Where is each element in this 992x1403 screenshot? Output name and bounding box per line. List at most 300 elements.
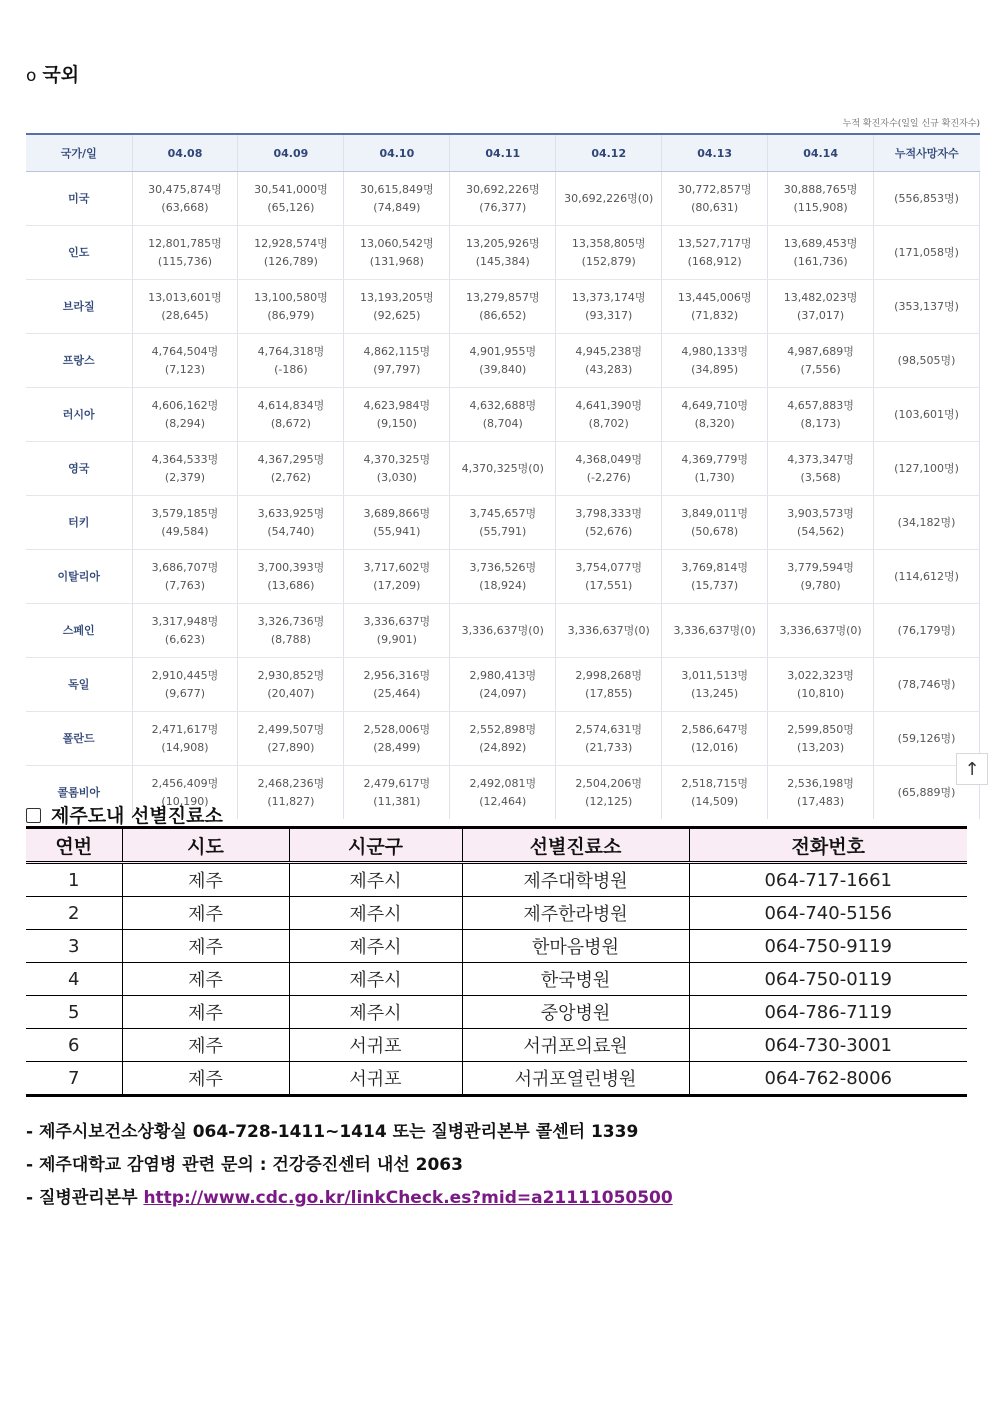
country-name: 독일 [26,658,132,712]
table-row [26,658,980,712]
case-count-cell [238,496,344,550]
case-count-cell [132,442,238,496]
country-name: 브라질 [26,280,132,334]
daily-new-cases: (93,317) [585,308,633,322]
daily-new-cases: (27,890) [267,740,315,754]
daily-new-cases: (6,623) [164,632,205,646]
cumulative-cases: 13,445,006명 [677,290,752,304]
case-count-cell [662,550,768,604]
daily-new-cases: (-2,276) [586,470,631,484]
col-phone: 064-730-3001 [689,1029,967,1062]
daily-new-cases: (37,017) [797,308,845,322]
daily-new-cases: (145,384) [475,254,530,268]
daily-new-cases: (13,245) [691,686,739,700]
daily-new-cases: (54,562) [797,524,845,538]
daily-new-cases: (43,283) [585,362,633,376]
case-count-cell [344,172,450,226]
clinics-table [26,826,967,1097]
cumulative-cases: 4,368,049명 [575,452,643,466]
cumulative-cases: 12,801,785명 [148,236,222,250]
cumulative-cases: 30,692,226명 [465,182,540,196]
cumulative-cases: 2,518,715명 [681,776,748,790]
cumulative-cases: 13,193,205명 [360,290,434,304]
cumulative-cases: 3,754,077명 [575,560,643,574]
case-count-cell [556,550,662,604]
col-phone: 064-762-8006 [689,1062,967,1096]
header-col-city: 시군구 [289,828,462,863]
daily-new-cases: (7,763) [164,578,205,592]
case-count-cell [132,604,238,658]
case-count-cell [450,712,556,766]
daily-new-cases: (92,625) [373,308,421,322]
daily-new-cases: (55,941) [373,524,421,538]
cumulative-cases: 13,527,717명 [677,236,752,250]
header-col-clinic: 선별진료소 [462,828,689,863]
cumulative-cases: 3,903,573명 [787,506,854,520]
case-count-cell [344,442,450,496]
cumulative-cases: 30,615,849명 [360,182,434,196]
header-date: 04.09 [238,134,344,172]
cumulative-cases: 4,364,533명 [151,452,219,466]
col-clinic: 서귀포의료원 [462,1029,689,1062]
cumulative-cases: 3,700,393명 [257,560,325,574]
col-clinic: 서귀포열린병원 [462,1062,689,1096]
case-count-cell [662,712,768,766]
case-count-cell [238,334,344,388]
col-number: 1 [26,863,122,897]
total-deaths: (103,601명) [874,388,980,442]
cumulative-cases: 2,910,445명 [151,668,219,682]
case-count-cell [768,658,874,712]
cumulative-cases: 30,475,874명 [148,182,222,196]
cumulative-cases: 13,013,601명 [148,290,222,304]
cumulative-cases: 3,317,948명 [151,614,219,628]
header-country-date: 국가/일 [26,134,132,172]
cumulative-cases: 4,641,390명 [575,398,643,412]
cumulative-cases: 3,011,513명 [681,668,748,682]
col-number: 3 [26,930,122,963]
cumulative-cases: 3,336,637명 [363,614,431,628]
cumulative-cases: 13,060,542명 [360,236,434,250]
cumulative-cases: 2,504,206명 [575,776,643,790]
cumulative-cases: 13,689,453명 [783,236,858,250]
case-count-cell [450,496,556,550]
daily-new-cases: (12,464) [479,794,527,808]
country-name: 인도 [26,226,132,280]
daily-new-cases: (24,097) [479,686,527,700]
cumulative-cases: 3,336,637명(0) [461,623,544,637]
total-deaths: (353,137명) [874,280,980,334]
daily-new-cases: (71,832) [691,308,739,322]
cumulative-cases: 4,649,710명 [681,398,748,412]
scroll-to-top-button[interactable] [956,753,988,785]
checkbox-bullet-icon [26,808,41,823]
case-count-cell [450,442,556,496]
cumulative-cases: 13,279,857명 [465,290,540,304]
daily-new-cases: (12,016) [691,740,739,754]
case-count-cell [556,388,662,442]
col-clinic: 제주대학병원 [462,863,689,897]
daily-new-cases: (25,464) [373,686,421,700]
daily-new-cases: (12,125) [585,794,633,808]
daily-new-cases: (63,668) [161,200,209,214]
cumulative-cases: 13,100,580명 [254,290,328,304]
daily-new-cases: (17,855) [585,686,633,700]
cumulative-cases: 30,772,857명 [677,182,752,196]
case-count-cell [556,172,662,226]
table-row [26,1029,967,1062]
header-col-province: 시도 [122,828,289,863]
daily-new-cases: (126,789) [263,254,318,268]
daily-new-cases: (17,483) [797,794,845,808]
case-count-cell [132,226,238,280]
daily-new-cases: (54,740) [267,524,315,538]
col-city: 제주시 [289,996,462,1029]
daily-new-cases: (15,737) [691,578,739,592]
col-city: 제주시 [289,930,462,963]
daily-new-cases: (55,791) [479,524,527,538]
case-count-cell [344,712,450,766]
total-deaths: (98,505명) [874,334,980,388]
col-phone: 064-740-5156 [689,897,967,930]
case-count-cell [132,280,238,334]
cumulative-cases: 30,541,000명 [254,182,328,196]
kcdc-link[interactable]: http://www.cdc.go.kr/linkCheck.es?mid=a21111050500 [143,1188,673,1208]
daily-new-cases: (74,849) [373,200,421,214]
daily-new-cases: (115,908) [793,200,848,214]
col-phone: 064-786-7119 [689,996,967,1029]
clinics-title-text: 제주도내 선별진료소 [51,805,223,827]
daily-new-cases: (39,840) [479,362,527,376]
header-date: 04.14 [768,134,874,172]
case-count-cell [450,550,556,604]
contact-notes [26,1120,673,1219]
case-count-cell [344,604,450,658]
cumulative-cases: 4,764,504명 [151,344,219,358]
header-date: 04.10 [344,134,450,172]
daily-new-cases: (8,173) [800,416,841,430]
cumulative-cases: 2,468,236명 [257,776,325,790]
cumulative-cases: 3,686,707명 [151,560,219,574]
col-city: 제주시 [289,963,462,996]
daily-new-cases: (3,030) [376,470,417,484]
table-row [26,996,967,1029]
case-count-cell [662,496,768,550]
overseas-header-row [26,134,980,172]
cumulative-cases: 4,901,955명 [469,344,537,358]
case-count-cell [768,388,874,442]
daily-new-cases: (34,895) [691,362,739,376]
country-name: 러시아 [26,388,132,442]
col-city: 서귀포 [289,1029,462,1062]
cumulative-cases: 3,336,637명(0) [673,623,756,637]
col-number: 6 [26,1029,122,1062]
cumulative-cases: 3,798,333명 [575,506,643,520]
header-date: 04.13 [662,134,768,172]
daily-new-cases: (17,551) [585,578,633,592]
daily-new-cases: (18,924) [479,578,527,592]
col-city: 제주시 [289,897,462,930]
country-name: 폴란드 [26,712,132,766]
daily-new-cases: (14,509) [691,794,739,808]
cumulative-cases: 3,717,602명 [363,560,431,574]
clinics-header-row [26,828,967,863]
daily-new-cases: (17,209) [373,578,421,592]
cumulative-cases: 3,849,011명 [681,506,748,520]
case-count-cell [344,280,450,334]
table-row [26,712,980,766]
case-count-cell [662,658,768,712]
table-row [26,226,980,280]
total-deaths: (78,746명) [874,658,980,712]
header-col-phone: 전화번호 [689,828,967,863]
daily-new-cases: (76,377) [479,200,527,214]
cumulative-cases: 3,633,925명 [257,506,325,520]
note-kcdc [26,1186,673,1219]
total-deaths: (556,853명) [874,172,980,226]
daily-new-cases: (20,407) [267,686,315,700]
daily-new-cases: (49,584) [161,524,209,538]
cumulative-cases: 13,482,023명 [783,290,858,304]
case-count-cell [238,550,344,604]
case-count-cell [662,172,768,226]
case-count-cell [768,334,874,388]
col-clinic: 한국병원 [462,963,689,996]
cumulative-cases: 3,336,637명(0) [779,623,862,637]
cumulative-cases: 13,358,805명 [571,236,646,250]
total-deaths: (171,058명) [874,226,980,280]
daily-new-cases: (7,123) [164,362,205,376]
clinics-section-title [26,801,223,828]
case-count-cell [556,712,662,766]
cumulative-cases: 2,528,006명 [363,722,431,736]
case-count-cell [344,550,450,604]
country-name: 프랑스 [26,334,132,388]
daily-new-cases: (8,788) [270,632,311,646]
daily-new-cases: (86,979) [267,308,315,322]
daily-new-cases: (10,190) [161,794,209,808]
case-count-cell [238,658,344,712]
case-count-cell [238,712,344,766]
case-count-cell [450,604,556,658]
case-count-cell [450,280,556,334]
table-row [26,442,980,496]
case-count-cell [768,496,874,550]
cumulative-cases: 4,632,688명 [469,398,537,412]
case-count-cell [450,226,556,280]
cumulative-cases: 4,370,325명 [363,452,431,466]
daily-new-cases: (3,568) [800,470,841,484]
cumulative-cases: 4,367,295명 [257,452,325,466]
cumulative-cases: 3,326,736명 [257,614,325,628]
header-total-deaths: 누적사망자수 [874,134,980,172]
daily-new-cases: (9,677) [164,686,205,700]
case-count-cell [344,334,450,388]
country-name: 콜롬비아 [57,785,100,799]
cumulative-cases: 2,456,409명 [151,776,219,790]
daily-new-cases: (21,733) [585,740,633,754]
col-clinic: 중앙병원 [462,996,689,1029]
note-health-center: - 제주시보건소상황실 064-728-1411~1414 또는 질병관리본부 콜센터 1339 [26,1122,639,1142]
daily-new-cases: (14,908) [161,740,209,754]
total-deaths: (34,182명) [874,496,980,550]
col-province: 제주 [122,863,289,897]
daily-new-cases: (9,150) [376,416,417,430]
case-count-cell [238,388,344,442]
country-name: 영국 [26,442,132,496]
cumulative-cases: 2,599,850명 [787,722,854,736]
case-count-cell [662,604,768,658]
cumulative-cases: 2,998,268명 [575,668,643,682]
cumulative-cases: 4,370,325명(0) [461,461,544,475]
daily-new-cases: (8,294) [164,416,205,430]
table-caption: 누적 확진자수(일일 신규 확진자수) [842,119,980,129]
daily-new-cases: (1,730) [694,470,735,484]
cumulative-cases: 2,471,617명 [151,722,219,736]
header-col-number: 연번 [26,828,122,863]
case-count-cell [556,442,662,496]
case-count-cell [556,496,662,550]
daily-new-cases: (131,968) [369,254,424,268]
case-count-cell [768,280,874,334]
case-count-cell [132,496,238,550]
col-number: 4 [26,963,122,996]
daily-new-cases: (24,892) [479,740,527,754]
col-province: 제주 [122,1029,289,1062]
case-count-cell [662,388,768,442]
case-count-cell [662,334,768,388]
daily-new-cases: (-186) [274,362,308,376]
cumulative-cases: 3,579,185명 [151,506,219,520]
cumulative-cases: 4,862,115명 [363,344,431,358]
case-count-cell [450,766,556,820]
daily-new-cases: (8,704) [482,416,523,430]
cumulative-cases: 30,692,226명(0) [564,191,654,205]
cumulative-cases: 2,536,198명 [787,776,854,790]
col-province: 제주 [122,930,289,963]
daily-new-cases: (8,672) [270,416,311,430]
case-count-cell [344,388,450,442]
case-count-cell [450,334,556,388]
cumulative-cases: 13,205,926명 [465,236,540,250]
col-number: 7 [68,1067,80,1089]
daily-new-cases: (10,810) [797,686,845,700]
case-count-cell [238,442,344,496]
cumulative-cases: 4,373,347명 [787,452,854,466]
case-count-cell [344,496,450,550]
daily-new-cases: (8,702) [588,416,629,430]
case-count-cell [344,226,450,280]
case-count-cell [768,604,874,658]
case-count-cell [768,766,874,820]
cumulative-cases: 4,657,883명 [787,398,854,412]
total-deaths: (114,612명) [874,550,980,604]
col-city: 서귀포 [289,1062,462,1096]
case-count-cell [662,226,768,280]
col-number: 5 [26,996,122,1029]
daily-new-cases: (152,879) [581,254,636,268]
daily-new-cases: (7,556) [800,362,841,376]
table-row [26,280,980,334]
table-row [26,963,967,996]
col-clinic: 제주한라병원 [462,897,689,930]
case-count-cell [238,172,344,226]
case-count-cell [344,658,450,712]
case-count-cell [132,172,238,226]
daily-new-cases: (2,379) [164,470,205,484]
daily-new-cases: (13,203) [797,740,845,754]
col-province: 제주 [122,963,289,996]
daily-new-cases: (168,912) [687,254,742,268]
total-deaths: (76,179명) [874,604,980,658]
overseas-cases-table [26,133,980,819]
cumulative-cases: 2,479,617명 [363,776,431,790]
note-kcdc-label: - 질병관리본부 [26,1188,144,1208]
country-name: 스페인 [26,604,132,658]
daily-new-cases: (2,762) [270,470,311,484]
country-name: 이탈리아 [26,550,132,604]
case-count-cell [662,442,768,496]
case-count-cell [132,550,238,604]
cumulative-cases: 3,745,657명 [469,506,537,520]
daily-new-cases: (9,780) [800,578,841,592]
cumulative-cases: 3,779,594명 [787,560,854,574]
case-count-cell [238,226,344,280]
case-count-cell [556,766,662,820]
cumulative-cases: 4,980,133명 [681,344,748,358]
case-count-cell [344,766,450,820]
case-count-cell [450,388,556,442]
col-number: 2 [26,897,122,930]
col-clinic: 한마음병원 [462,930,689,963]
col-province: 제주 [122,1062,289,1096]
case-count-cell [132,334,238,388]
case-count-cell [556,280,662,334]
case-count-cell [768,442,874,496]
cumulative-cases: 12,928,574명 [254,236,328,250]
case-count-cell [768,550,874,604]
total-deaths: (59,126명) [874,712,980,766]
col-province: 제주 [122,897,289,930]
daily-new-cases: (9,901) [376,632,417,646]
daily-new-cases: (115,736) [157,254,212,268]
case-count-cell [556,226,662,280]
cumulative-cases: 4,987,689명 [787,344,854,358]
cumulative-cases: 3,736,526명 [469,560,537,574]
daily-new-cases: (11,827) [267,794,315,808]
col-phone: 064-750-9119 [689,930,967,963]
cumulative-cases: 4,606,162명 [151,398,219,412]
daily-new-cases: (52,676) [585,524,633,538]
cumulative-cases: 2,499,507명 [257,722,325,736]
case-count-cell [556,658,662,712]
total-deaths: (127,100명) [874,442,980,496]
case-count-cell [238,604,344,658]
cumulative-cases: 4,945,238명 [575,344,643,358]
case-count-cell [556,604,662,658]
daily-new-cases: (86,652) [479,308,527,322]
cumulative-cases: 2,586,647명 [681,722,748,736]
case-count-cell [450,172,556,226]
table-row [26,496,980,550]
table-row [26,930,967,963]
case-count-cell [662,766,768,820]
cumulative-cases: 3,336,637명(0) [567,623,650,637]
cumulative-cases: 13,373,174명 [571,290,646,304]
col-province: 제주 [122,996,289,1029]
case-count-cell [132,658,238,712]
overseas-section-title [26,60,79,87]
